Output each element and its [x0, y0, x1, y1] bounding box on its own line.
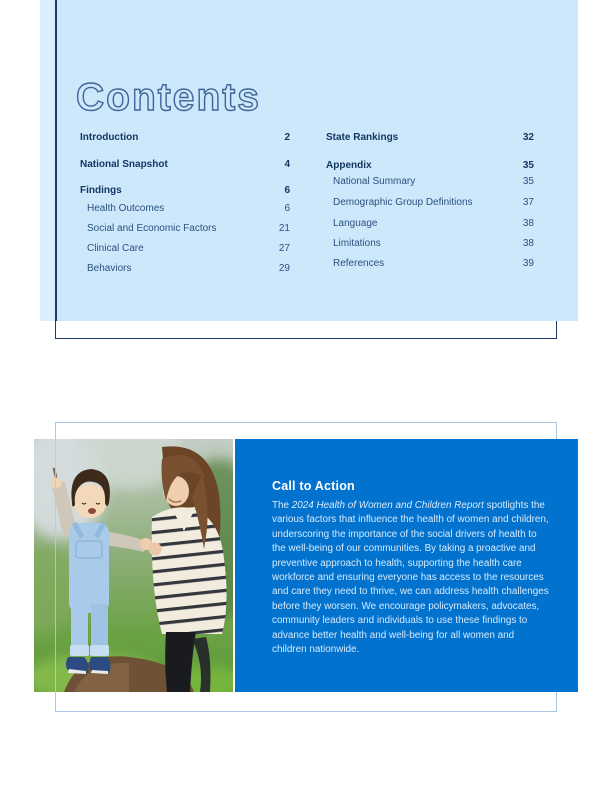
cta-body-suffix: spotlights the various factors that influence the health of women and children, underscoring the importance of the social drivers of health to the well-being of our communities. By taking a proactive and preventive approach to health, supporting the health care workforce and ensuring everyone has access to the resources and care they need to thrive, we can address health challenges before they worsen. We encourage policymakers, advocates, community leaders and individuals to use these findings to advance better health and well-being for all women and children nationwide. [272, 500, 549, 656]
toc-entry-page: 21 [278, 223, 290, 234]
toc-entry-label: Limitations [333, 238, 381, 249]
toc-entry-label: Language [333, 218, 378, 229]
toc-entry-limitations[interactable] [326, 237, 534, 251]
toc-entry-page: 6 [284, 203, 290, 214]
toc-entry-label: References [333, 258, 385, 269]
photo-illustration [34, 439, 233, 692]
toc-entry-page: 35 [522, 159, 534, 171]
toc-entry-page: 6 [284, 185, 290, 196]
toc-entry-behaviors[interactable] [80, 262, 290, 276]
toc-entry-label: National Snapshot [80, 158, 168, 170]
toc-entry-page: 37 [522, 197, 534, 208]
cta-body-report-title: 2024 Health of Women and Children Report [291, 500, 484, 511]
toc-entry-label: Appendix [326, 159, 372, 171]
toc-entry-demographic-group-definitions[interactable] [326, 196, 534, 210]
toc-entry-page: 38 [522, 218, 534, 229]
toc-column-left [80, 131, 290, 276]
toc-entry-page: 35 [522, 176, 534, 187]
toc-entry-national-snapshot[interactable] [80, 158, 290, 172]
card-frame-left-line [55, 439, 56, 692]
toc-entry-label: Health Outcomes [87, 203, 165, 214]
toc-entry-page: 2 [284, 132, 290, 143]
toc-entry-label: Demographic Group Definitions [333, 197, 473, 208]
call-to-action-body [272, 499, 550, 657]
cta-body-prefix: The [272, 500, 292, 511]
toc-entry-appendix[interactable] [326, 159, 534, 173]
toc-entry-national-summary[interactable] [326, 175, 534, 189]
toc-entry-page: 38 [522, 238, 534, 249]
toc-entry-page: 29 [278, 262, 290, 274]
toc-entry-label: Findings [80, 185, 122, 196]
toc-entry-page: 39 [522, 258, 534, 269]
contents-title: Contents [76, 76, 261, 119]
photo-woman-and-child [34, 439, 233, 692]
toc-entry-health-outcomes[interactable] [80, 202, 290, 216]
toc-entry-label: State Rankings [326, 132, 399, 143]
toc-entry-introduction[interactable] [80, 131, 290, 145]
call-to-action-box [235, 439, 578, 692]
call-to-action-heading: Call to Action [272, 479, 355, 493]
toc-entry-label: Behaviors [87, 262, 132, 274]
toc-entry-page: 27 [278, 243, 290, 254]
toc-entry-page: 4 [284, 158, 290, 170]
toc-column-right [326, 131, 534, 271]
toc-entry-clinical-care[interactable] [80, 242, 290, 256]
toc-entry-label: Social and Economic Factors [87, 223, 217, 234]
toc-entry-label: Introduction [80, 132, 139, 143]
toc-entry-page: 32 [522, 132, 534, 143]
toc-entry-references[interactable] [326, 257, 534, 271]
toc-entry-label: National Summary [333, 176, 416, 187]
toc-entry-findings[interactable] [80, 184, 290, 198]
page-frame-left-line [55, 0, 57, 321]
toc-entry-social-economic-factors[interactable] [80, 222, 290, 236]
toc-entry-label: Clinical Care [87, 243, 144, 254]
toc-entry-state-rankings[interactable] [326, 131, 534, 145]
toc-entry-language[interactable] [326, 217, 534, 231]
